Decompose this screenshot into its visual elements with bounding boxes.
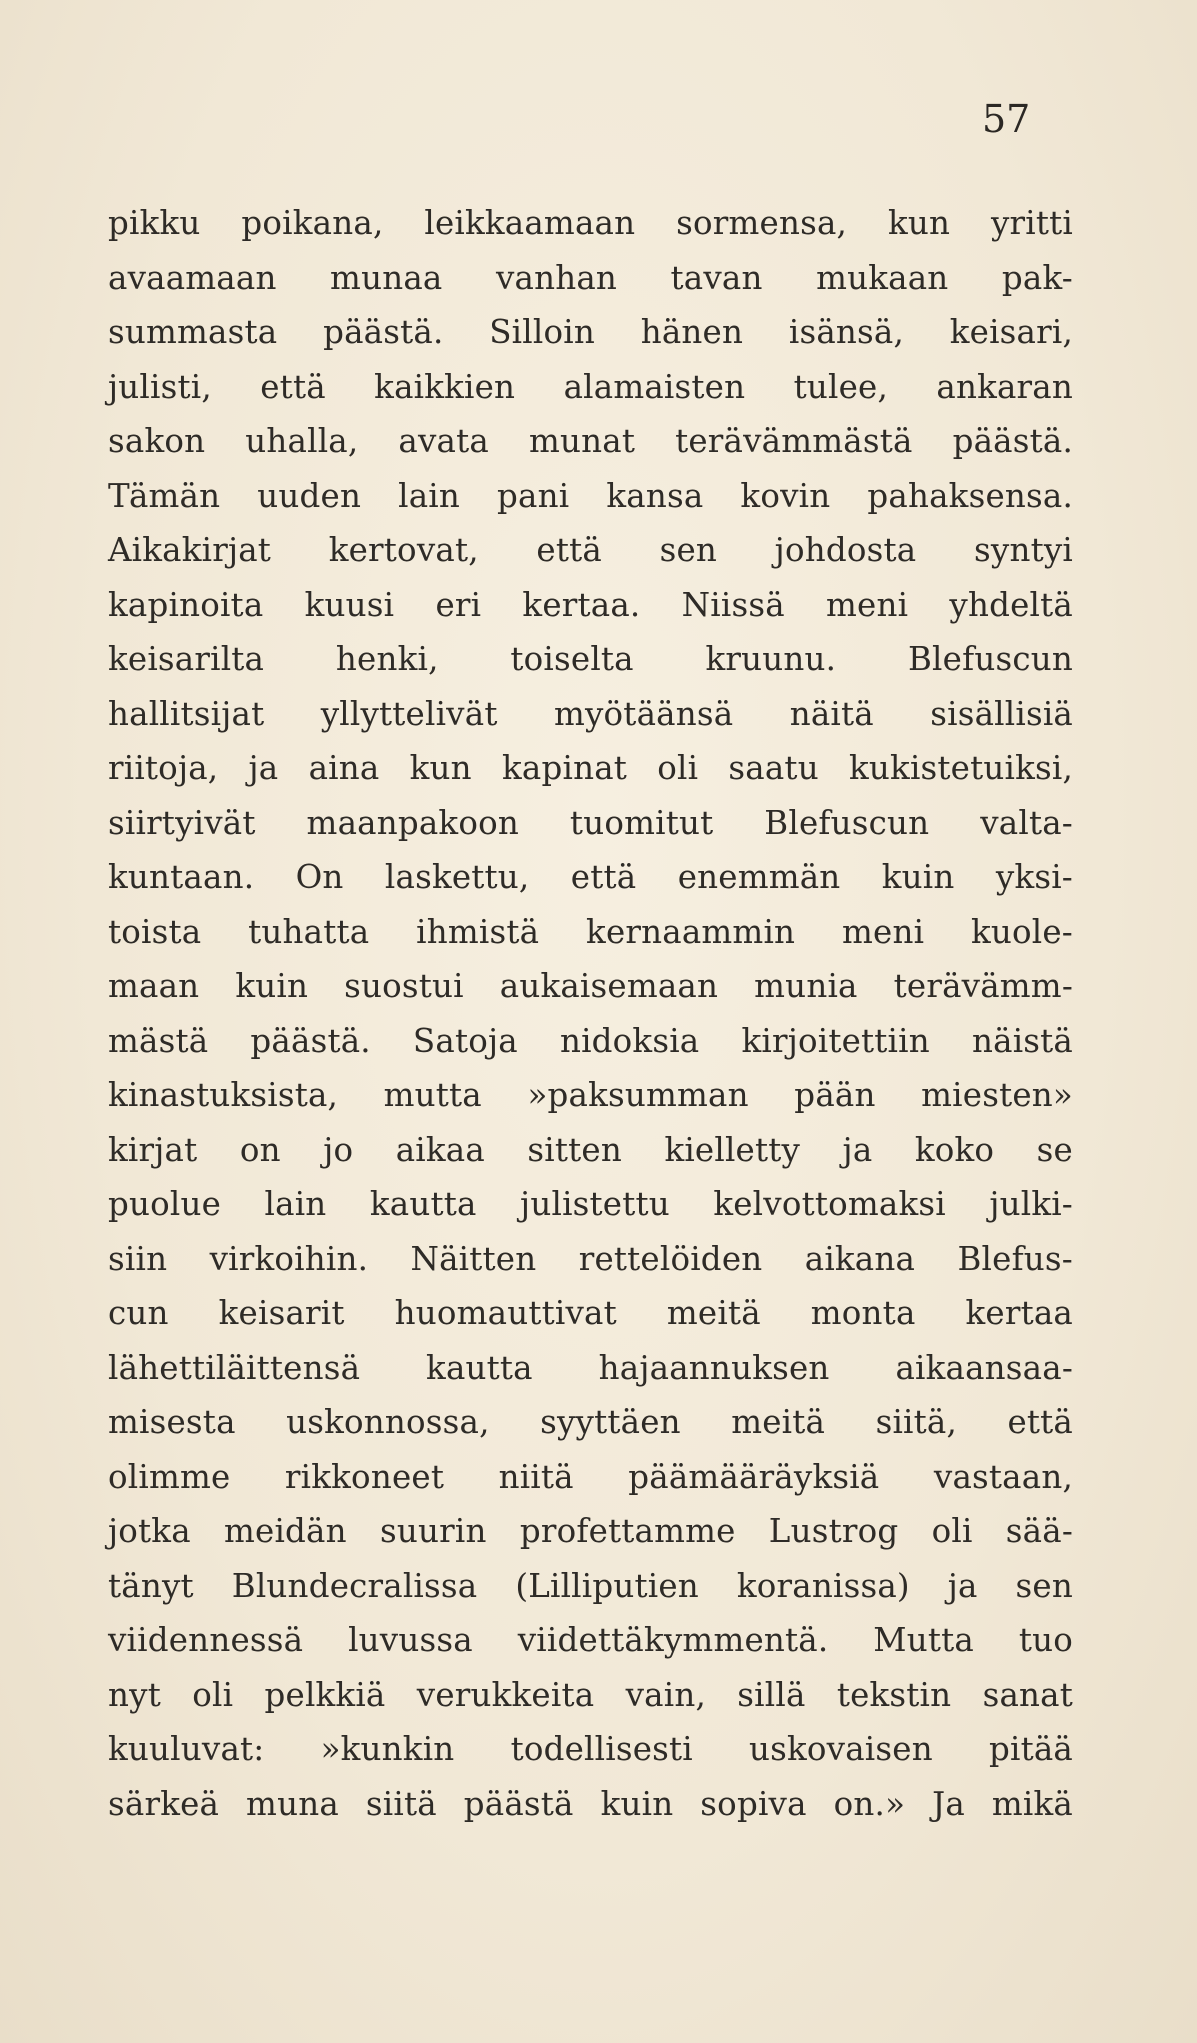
text-line: Tämän uuden lain pani kansa kovin pahaksensa.	[108, 476, 1073, 515]
page-number: 57	[982, 97, 1031, 141]
text-line: sakon uhalla, avata munat terävämmästä päästä.	[108, 422, 1073, 460]
text-line: maan kuin suostui aukaisemaan munia terävämm-	[108, 967, 1073, 1005]
text-line: Aikakirjat kertovat, että sen johdosta syntyi	[108, 531, 1073, 569]
text-line: avaamaan munaa vanhan tavan mukaan pak-	[108, 258, 1073, 297]
text-line: kuuluvat: »kunkin todellisesti uskovaisen pitää	[108, 1730, 1073, 1768]
text-line: pikku poikana, leikkaamaan sormensa, kun yritti	[108, 204, 1073, 242]
text-line: kuntaan. On laskettu, että enemmän kuin yksi-	[108, 858, 1073, 896]
text-line: riitoja, ja aina kun kapinat oli saatu kukistetuiksi,	[108, 749, 1073, 787]
text-line: hallitsijat yllyttelivät myötäänsä näitä sisällisiä	[108, 694, 1073, 733]
text-line: toista tuhatta ihmistä kernaammin meni kuole-	[108, 912, 1073, 951]
text-line: lähettiläittensä kautta hajaannuksen aikaansaa-	[108, 1348, 1073, 1387]
text-line: summasta päästä. Silloin hänen isänsä, keisari,	[108, 313, 1073, 351]
text-line: tänyt Blundecralissa (Lilliputien koranissa) ja sen	[108, 1566, 1073, 1605]
text-line: keisarilta henki, toiselta kruunu. Blefuscun	[108, 640, 1073, 678]
body-text	[108, 196, 1073, 1831]
text-line: kirjat on jo aikaa sitten kielletty ja koko se	[108, 1130, 1073, 1169]
text-line: cun keisarit huomauttivat meitä monta kertaa	[108, 1294, 1073, 1332]
text-line: olimme rikkoneet niitä päämääräyksiä vastaan,	[108, 1457, 1073, 1496]
text-line: kapinoita kuusi eri kertaa. Niissä meni yhdeltä	[108, 585, 1073, 624]
text-line: kinastuksista, mutta »paksumman pään miesten»	[108, 1076, 1073, 1114]
text-line: siin virkoihin. Näitten rettelöiden aikana Blefus-	[108, 1239, 1073, 1278]
text-line: särkeä muna siitä päästä kuin sopiva on.» Ja mikä	[108, 1784, 1073, 1823]
text-line: viidennessä luvussa viidettäkymmentä. Mutta tuo	[108, 1621, 1073, 1659]
text-line: misesta uskonnossa, syyttäen meitä siitä, että	[108, 1403, 1073, 1441]
text-line: jotka meidän suurin profettamme Lustrog oli sää-	[108, 1512, 1073, 1550]
text-line: mästä päästä. Satoja nidoksia kirjoitettiin näistä	[108, 1021, 1073, 1060]
text-line: nyt oli pelkkiä verukkeita vain, sillä tekstin sanat	[108, 1675, 1073, 1714]
text-line: julisti, että kaikkien alamaisten tulee, ankaran	[108, 367, 1073, 406]
text-line: puolue lain kautta julistettu kelvottomaksi julki-	[108, 1185, 1073, 1223]
text-line: siirtyivät maanpakoon tuomitut Blefuscun valta-	[108, 803, 1073, 842]
